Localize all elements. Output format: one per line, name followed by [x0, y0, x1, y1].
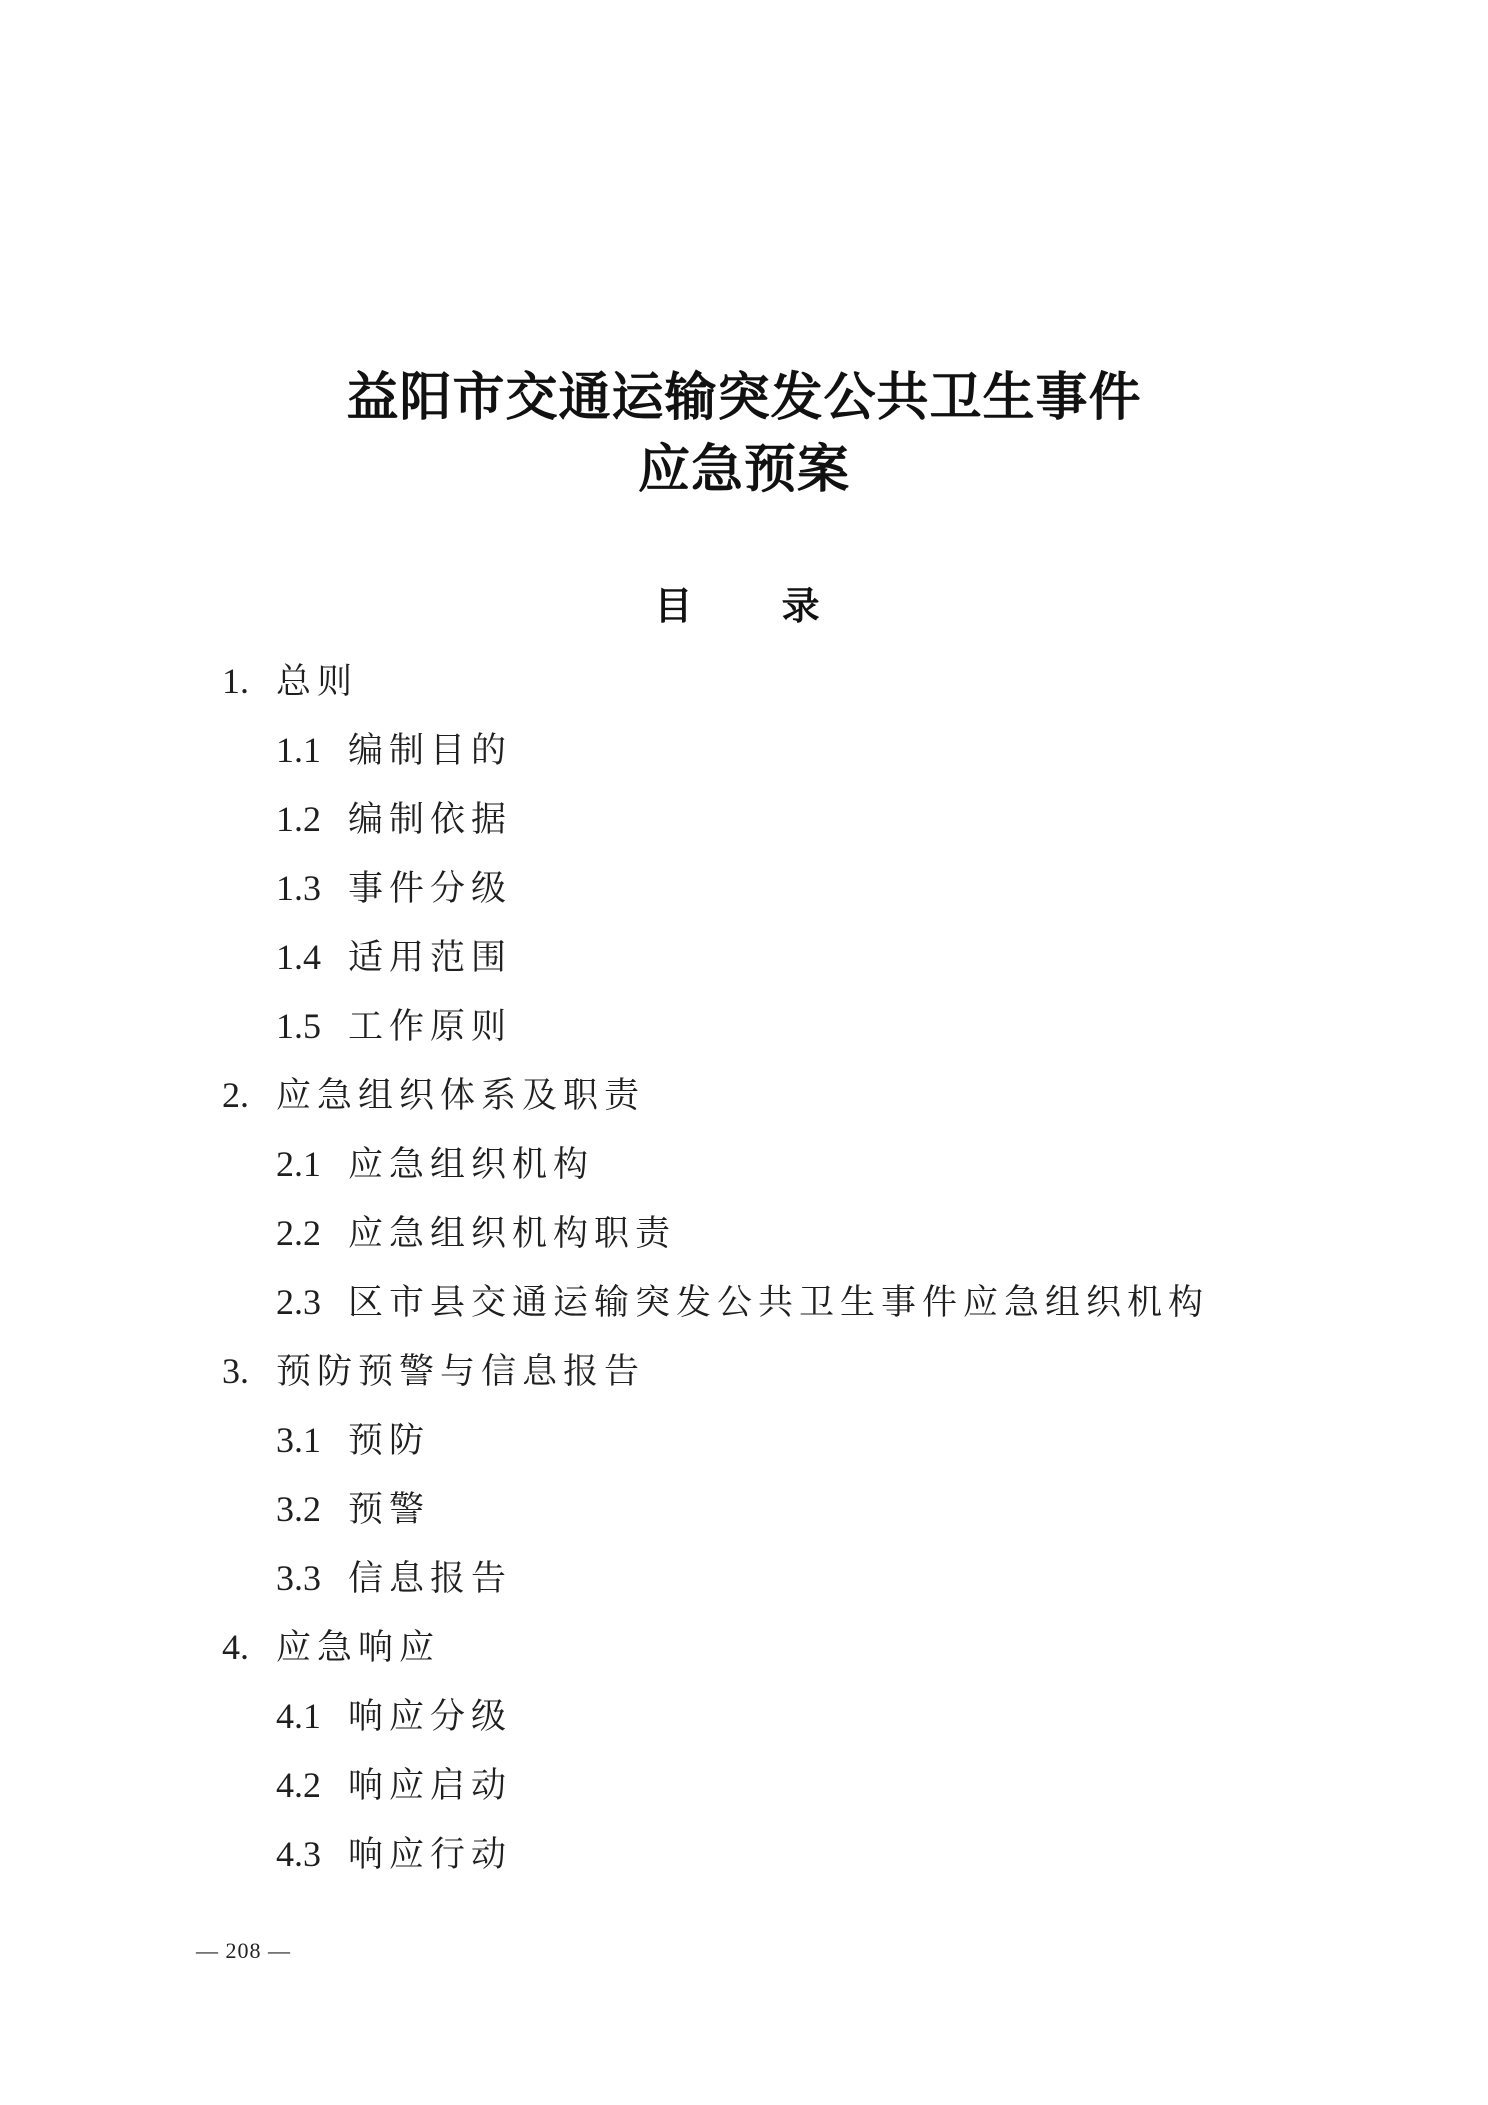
toc-item-label: 编制依据 [348, 800, 513, 840]
page-number: — 208 — [196, 1938, 291, 1963]
toc-item-1-5 [276, 998, 512, 1054]
toc-item-number: 4.3 [276, 1834, 321, 1874]
toc-item-label: 区市县交通运输突发公共卫生事件应急组织机构 [348, 1283, 1210, 1323]
toc-item-number: 2.2 [276, 1213, 321, 1253]
toc-heading: 目 录 [654, 584, 858, 628]
toc-item-number: 2. [222, 1075, 249, 1115]
toc-item-number: 3.1 [276, 1420, 321, 1460]
toc-item-label: 事件分级 [348, 869, 513, 909]
document-title-line1: 益阳市交通运输突发公共卫生事件 [346, 367, 1142, 428]
toc-item-number: 1. [222, 661, 249, 701]
toc-item-label: 信息报告 [348, 1559, 513, 1599]
toc-item-label: 应急响应 [276, 1628, 441, 1668]
toc-item-label: 预防预警与信息报告 [276, 1352, 646, 1392]
toc-item-4 [222, 1619, 440, 1675]
toc-item-3-3 [276, 1550, 512, 1606]
toc-item-label: 响应行动 [348, 1835, 513, 1875]
toc-item-label: 工作原则 [348, 1007, 513, 1047]
toc-item-1-4 [276, 929, 512, 985]
toc-item-4-2 [276, 1757, 512, 1813]
toc-item-number: 1.2 [276, 799, 321, 839]
toc-item-4-3 [276, 1826, 512, 1882]
toc-item-number: 4.1 [276, 1696, 321, 1736]
toc-item-2 [222, 1067, 645, 1123]
toc-item-3-2 [276, 1481, 430, 1537]
toc-item-1-3 [276, 860, 512, 916]
toc-item-2-2 [276, 1205, 676, 1261]
toc-item-number: 3.3 [276, 1558, 321, 1598]
toc-item-label: 应急组织机构职责 [348, 1214, 677, 1254]
toc-item-number: 3. [222, 1351, 249, 1391]
toc-item-label: 响应分级 [348, 1697, 513, 1737]
document-title-line2: 应急预案 [637, 439, 850, 500]
toc-item-label: 编制目的 [348, 731, 513, 771]
toc-item-number: 1.5 [276, 1006, 321, 1046]
toc-item-number: 1.3 [276, 868, 321, 908]
toc-item-number: 2.1 [276, 1144, 321, 1184]
toc-item-3-1 [276, 1412, 430, 1468]
toc-item-number: 2.3 [276, 1282, 321, 1322]
toc-item-label: 适用范围 [348, 938, 513, 978]
toc-item-number: 1.4 [276, 937, 321, 977]
toc-item-2-1 [276, 1136, 594, 1192]
toc-item-4-1 [276, 1688, 512, 1744]
toc-item-number: 3.2 [276, 1489, 321, 1529]
toc-item-label: 应急组织体系及职责 [276, 1076, 646, 1116]
toc-item-label: 预警 [348, 1490, 431, 1530]
toc-item-1-1 [276, 722, 512, 778]
toc-item-label: 响应启动 [348, 1766, 513, 1806]
toc-item-label: 总则 [276, 662, 359, 702]
toc-item-number: 4.2 [276, 1765, 321, 1805]
toc-item-number: 1.1 [276, 730, 321, 770]
toc-item-1-2 [276, 791, 512, 847]
toc-item-3 [222, 1343, 645, 1399]
toc-item-number: 4. [222, 1627, 249, 1667]
toc-item-label: 应急组织机构 [348, 1145, 595, 1185]
toc-item-label: 预防 [348, 1421, 431, 1461]
toc-item-1 [222, 653, 358, 709]
toc-item-2-3 [276, 1274, 1209, 1330]
